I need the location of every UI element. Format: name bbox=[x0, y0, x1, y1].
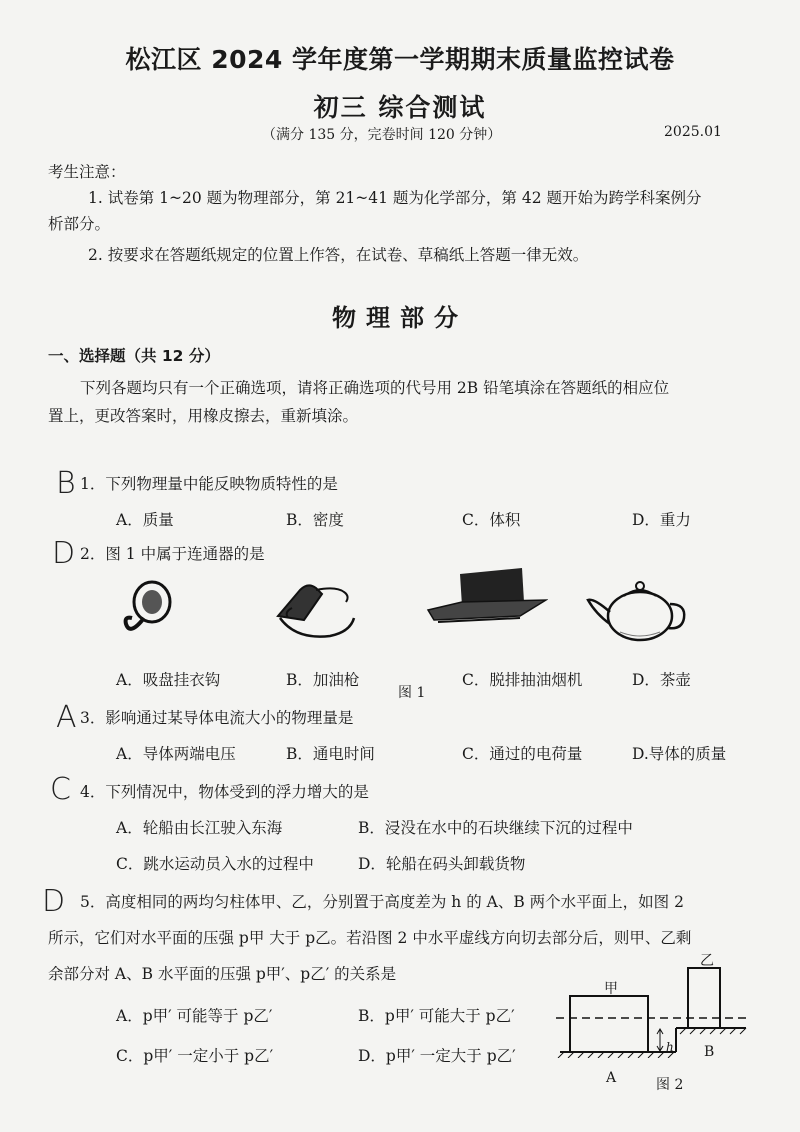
instructions-line2: 置上，更改答案时，用橡皮擦去，重新填涂。 bbox=[48, 407, 359, 425]
question-stem: 1．下列物理量中能反映物质特性的是 bbox=[80, 475, 338, 493]
question-stem-line2: 所示，它们对水平面的压强 p甲 大于 p乙。若沿图 2 中水平虚线方向切去部分后，则甲、乙剩 bbox=[48, 929, 692, 947]
figure2-diagram bbox=[556, 946, 756, 1058]
question-stem: 2．图 1 中属于连通器的是 bbox=[80, 545, 265, 563]
option: A．p甲′ 可能等于 p乙′ bbox=[116, 1007, 273, 1025]
option: B．通电时间 bbox=[286, 745, 375, 763]
option: B．浸没在水中的石块继续下沉的过程中 bbox=[358, 819, 633, 837]
handwritten-answer: D bbox=[42, 884, 66, 919]
option: D．茶壶 bbox=[632, 671, 691, 689]
option: D．p甲′ 一定大于 p乙′ bbox=[358, 1047, 516, 1065]
option: A．轮船由长江驶入东海 bbox=[116, 819, 283, 837]
label-b: B bbox=[704, 1044, 715, 1060]
handwritten-answer: A bbox=[56, 700, 77, 735]
notice-item1-line1: 1. 试卷第 1~20 题为物理部分，第 21~41 题为化学部分，第 42 题开始为跨学科案例分 bbox=[88, 189, 702, 207]
option: D．轮船在码头卸载货物 bbox=[358, 855, 526, 873]
teapot-icon bbox=[586, 574, 690, 644]
suction-hook-icon bbox=[112, 578, 184, 648]
question-stem: 4．下列情况中，物体受到的浮力增大的是 bbox=[80, 783, 369, 801]
instructions-line1: 下列各题均只有一个正确选项，请将正确选项的代号用 2B 铅笔填涂在答题纸的相应位 bbox=[80, 379, 670, 397]
handwritten-answer: B bbox=[56, 466, 76, 501]
option: B．p甲′ 可能大于 p乙′ bbox=[358, 1007, 515, 1025]
option: A．吸盘挂衣钩 bbox=[116, 671, 221, 689]
figure2-label: 图 2 bbox=[656, 1077, 684, 1093]
question-stem-line3: 余部分对 A、B 水平面的压强 p甲′、p乙′ 的关系是 bbox=[48, 965, 397, 983]
range-hood-icon bbox=[424, 566, 548, 630]
option: C．体积 bbox=[462, 511, 521, 529]
option: C．通过的电荷量 bbox=[462, 745, 583, 763]
option: B．密度 bbox=[286, 511, 344, 529]
label-yi: 乙 bbox=[700, 953, 714, 969]
figure1-label: 图 1 bbox=[398, 685, 426, 701]
fuel-nozzle-icon bbox=[266, 578, 358, 642]
part1-heading: 一、选择题（共 12 分） bbox=[48, 347, 220, 365]
option: C．脱排抽油烟机 bbox=[462, 671, 583, 689]
label-jia: 甲 bbox=[604, 981, 618, 997]
option: D．重力 bbox=[632, 511, 691, 529]
option: C．p甲′ 一定小于 p乙′ bbox=[116, 1047, 274, 1065]
exam-subtitle: 初三 综合测试 bbox=[313, 93, 487, 122]
option: A．质量 bbox=[116, 511, 174, 529]
option: B．加油枪 bbox=[286, 671, 360, 689]
exam-title: 松江区 2024 学年度第一学期期末质量监控试卷 bbox=[125, 45, 675, 74]
notice-item1-line2: 析部分。 bbox=[48, 215, 111, 233]
exam-date: 2025.01 bbox=[664, 124, 722, 140]
handwritten-answer: C bbox=[50, 772, 71, 807]
section-title: 物理部分 bbox=[332, 304, 468, 332]
handwritten-answer: D bbox=[52, 536, 76, 571]
option: D.导体的质量 bbox=[632, 745, 727, 763]
option: C．跳水运动员入水的过程中 bbox=[116, 855, 314, 873]
label-a: A bbox=[606, 1070, 617, 1086]
notice-item2: 2. 按要求在答题纸规定的位置上作答，在试卷、草稿纸上答题一律无效。 bbox=[88, 246, 589, 264]
notice-heading: 考生注意： bbox=[48, 163, 126, 181]
question-stem: 3．影响通过某导体电流大小的物理量是 bbox=[80, 709, 354, 727]
option: A．导体两端电压 bbox=[116, 745, 236, 763]
exam-info: （满分 135 分，完卷时间 120 分钟） bbox=[262, 127, 502, 143]
question-stem-line1: 5．高度相同的两均匀柱体甲、乙，分别置于高度差为 h 的 A、B 两个水平面上，如图 2 bbox=[80, 893, 684, 911]
label-h: h bbox=[666, 1040, 674, 1054]
